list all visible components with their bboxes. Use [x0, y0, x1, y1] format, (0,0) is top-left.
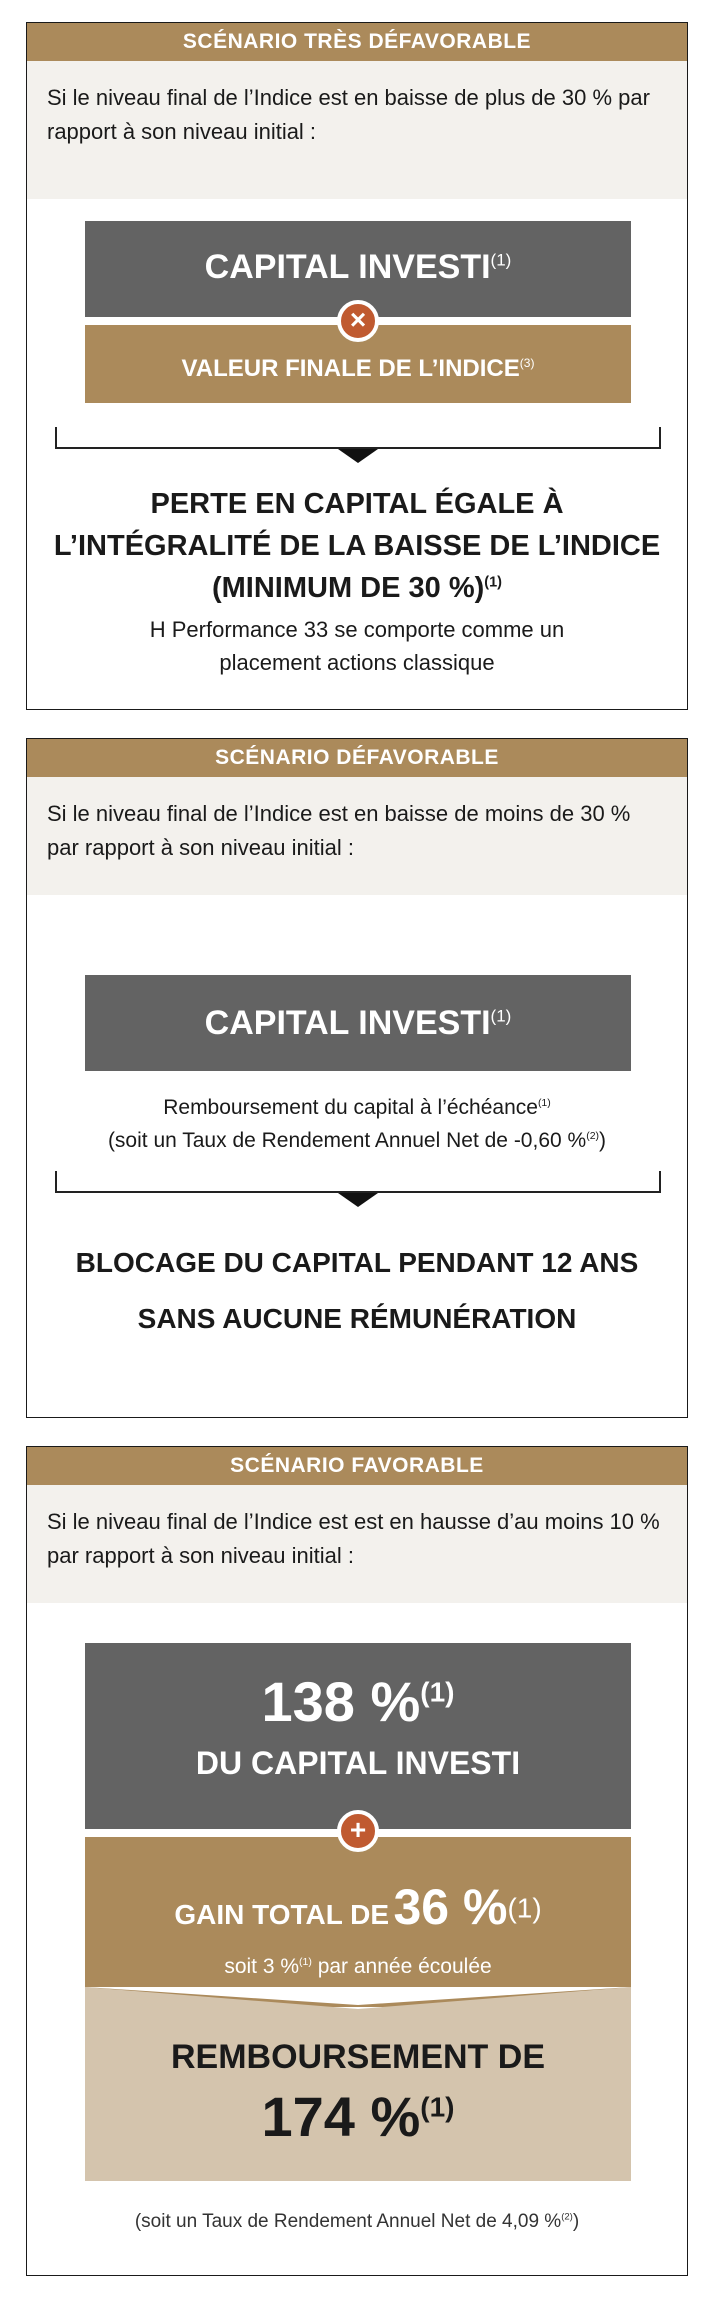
capital-invested-box	[85, 975, 631, 1071]
footnote-ref: (1)	[507, 1892, 542, 1924]
footnote-ref: (1)	[490, 1006, 512, 1026]
result-line: PERTE EN CAPITAL ÉGALE À	[150, 488, 564, 520]
yield-text: (soit un Taux de Rendement Annuel Net de -0,60 %	[107, 1129, 587, 1152]
repayment-label: REMBOURSEMENT DE	[170, 2038, 546, 2076]
bracket-divider	[55, 427, 661, 449]
result-note	[27, 613, 687, 679]
capital-138-box	[85, 1643, 631, 1829]
repayment-value: 174 %	[261, 2085, 421, 2148]
footnote-ref: (2)	[586, 1130, 600, 1142]
scenario-intro-text: Si le niveau final de l’Indice est en baisse de moins de 30 % par rapport à son niveau initial :	[47, 801, 631, 860]
down-arrow-icon	[338, 449, 378, 463]
down-arrow-icon	[338, 1193, 378, 1207]
footnote-ref: (1)	[299, 1956, 312, 1968]
result-line: (MINIMUM DE 30 %)	[211, 572, 485, 604]
scenario-intro	[27, 1485, 687, 1603]
result-title	[27, 483, 687, 609]
footnote-ref: (3)	[519, 356, 535, 370]
yield-footnote	[27, 2207, 687, 2237]
footnote-ref: (1)	[484, 574, 503, 591]
plus-icon: +	[337, 1810, 379, 1852]
total-gain-box	[85, 1837, 631, 2007]
capital-invested-label: CAPITAL INVESTI	[204, 1004, 491, 1042]
gain-line	[85, 1875, 631, 1952]
repayment-note	[27, 1091, 687, 1157]
yield-text-end: )	[599, 1129, 607, 1152]
result-line: SANS AUCUNE RÉMUNÉRATION	[137, 1303, 577, 1334]
gain-sub-text-end: par année écoulée	[311, 1955, 492, 1978]
scenario-very-unfavorable-card	[26, 22, 688, 710]
multiply-icon: ×	[337, 300, 379, 342]
capital-label: DU CAPITAL INVESTI	[195, 1745, 521, 1781]
repayment-box	[85, 2013, 631, 2181]
bracket-divider	[55, 1171, 661, 1193]
scenario-header: SCÉNARIO TRÈS DÉFAVORABLE	[27, 23, 687, 61]
result-line: L’INTÉGRALITÉ DE LA BAISSE DE L’INDICE	[53, 530, 661, 562]
capital-value: 138 %	[261, 1670, 421, 1733]
footnote-ref: (1)	[420, 1676, 455, 1708]
scenario-header: SCÉNARIO DÉFAVORABLE	[27, 739, 687, 777]
footnote-ref: (1)	[537, 1097, 551, 1109]
result-title	[27, 1235, 687, 1347]
result-line-with-ref	[27, 567, 687, 609]
result-note-line: H Performance 33 se comporte comme un	[149, 617, 565, 642]
result-note-line: placement actions classique	[219, 650, 495, 675]
gain-label: GAIN TOTAL DE	[174, 1899, 390, 1930]
scenario-unfavorable-card	[26, 738, 688, 1418]
repayment-note-line	[27, 1091, 687, 1124]
scenario-intro	[27, 61, 687, 199]
footnote-ref: (2)	[561, 2211, 573, 2223]
scenario-intro-text: Si le niveau final de l’Indice est est en hausse d’au moins 10 % par rapport à son niveau initial :	[47, 1509, 660, 1568]
scenario-intro	[27, 777, 687, 895]
scenario-favorable-card	[26, 1446, 688, 2276]
repayment-text: Remboursement du capital à l’échéance	[163, 1096, 538, 1119]
yield-footnote-end: )	[572, 2211, 580, 2232]
repayment-value-line	[85, 2083, 631, 2151]
gain-subline	[85, 1952, 631, 1982]
index-final-value-label: VALEUR FINALE DE L’INDICE	[181, 355, 520, 382]
capital-value-line	[85, 1667, 631, 1737]
result-line: BLOCAGE DU CAPITAL PENDANT 12 ANS	[75, 1247, 639, 1278]
footnote-ref: (1)	[490, 250, 512, 270]
yield-note-line	[27, 1124, 687, 1157]
gain-value: 36 %	[393, 1879, 508, 1935]
scenario-intro-text: Si le niveau final de l’Indice est en baisse de plus de 30 % par rapport à son niveau initial :	[47, 85, 650, 144]
scenario-header: SCÉNARIO FAVORABLE	[27, 1447, 687, 1485]
footnote-ref: (1)	[420, 2091, 455, 2123]
yield-footnote-text: (soit un Taux de Rendement Annuel Net de 4,09 %	[134, 2211, 562, 2232]
capital-invested-label: CAPITAL INVESTI	[204, 248, 491, 286]
gain-sub-text: soit 3 %	[224, 1955, 300, 1978]
